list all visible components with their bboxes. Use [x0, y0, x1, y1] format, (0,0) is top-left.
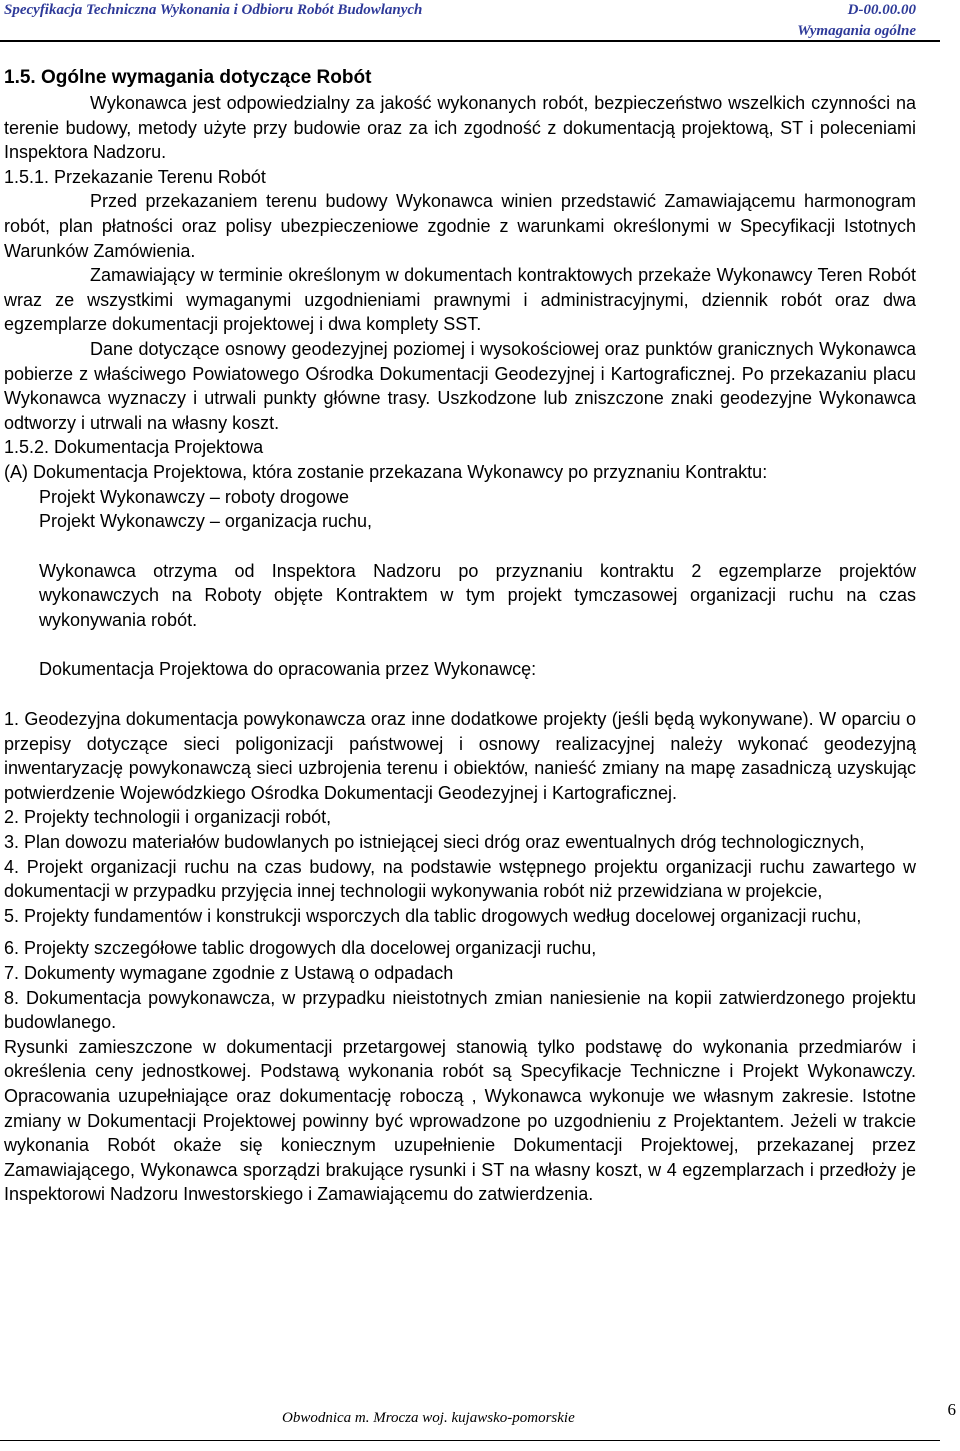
header-code: D-00.00.00 [847, 2, 916, 18]
project-item-traffic: Projekt Wykonawczy – organizacja ruchu, [39, 511, 372, 532]
page-number: 6 [947, 1400, 956, 1419]
header-right [797, 1, 916, 43]
list-item: 7. Dokumenty wymagane zgodnie z Ustawą o odpadach [4, 963, 454, 983]
list-item: 1. Geodezyjna dokumentacja powykonawcza oraz inne dodatkowe projekty (jeśli będą wykonywane). W oparciu o przepisy dotyczące sieci poligonizacji państwowej i osnowy realizacyjnej należy wykonać geodezyjną inwentaryzację powykonawczą sieci uzbrojenia terenu i obiektów, nanieść zmiany na mapę zasadniczą uzyskując potwierdzenie Wojewódzkiego Ośrodka Dokumentacji Geodezyjnej i Kartograficznej. [4, 709, 916, 803]
list-item: 8. Dokumentacja powykonawcza, w przypadku nieistotnych zmian naniesienie na kopii zatwierdzonego projektu budowlanego. [4, 987, 916, 1033]
section-heading-1-5-1: 1.5.1. Przekazanie Terenu Robót [4, 166, 266, 187]
footer-divider [0, 1440, 940, 1441]
paragraph-handover-site: Zamawiający w terminie określonym w dokumentach kontraktowych przekaże Wykonawcy Teren Robót wraz ze wszystkimi wymaganymi uzgodnieniami prawnymi i administracyjnymi, dziennik robót oraz dwa egzemplarze dokumentacji projektowej i dwa komplety SST. [4, 265, 916, 335]
paragraph-contractor-docs: Dokumentacja Projektowa do opracowania przez Wykonawcę: [39, 659, 537, 680]
list-item: 6. Projekty szczegółowe tablic drogowych dla docelowej organizacji ruchu, [4, 938, 597, 959]
paragraph-handover-schedule: Przed przekazaniem terenu budowy Wykonawca winien przedstawić Zamawiającemu harmonogram robót, plan płatności oraz polisy ubezpieczeniowe zgodnie z warunkami określonymi w Specyfikacji Istotnych Warunków Zamówienia. [4, 191, 916, 261]
paragraph-copies: Wykonawca otrzyma od Inspektora Nadzoru po przyznaniu kontraktu 2 egzemplarze projektów wykonawczych na Roboty objęte Kontraktem w tym projekt tymczasowej organizacji ruchu na czas wykonywania robót. [39, 560, 916, 630]
paragraph-drawings: Rysunki zamieszczone w dokumentacji przetargowej stanowią tylko podstawę do wykonania przedmiarów i określenia ceny jednostkowej. Podstawą wykonania robót są Specyfikacje Techniczne i Projekt Wykonawczy. Opracowania uzupełniające oraz dokumentację roboczą , Wykonawca wykonuje we własnym zakresie. Istotne zmiany w Dokumentacji Projektowej powinny być wprowadzone po uzgodnieniu z Projektantem. Jeżeli w trakcie wykonania Robót okaże się koniecznym uzupełnienie Dokumentacji Projektowej, przekazanej przez Zamawiającego, Wykonawca sporządzi brakujące rysunki i ST na własny koszt, w 4 egzemplarzach i przedłoży je Inspektorowi Nadzoru Inwestorskiego i Zamawiającemu do zatwierdzenia. [4, 1036, 916, 1205]
header-title: Specyfikacja Techniczna Wykonania i Odbioru Robót Budowlanych [4, 2, 423, 18]
section-heading-1-5: 1.5. Ogólne wymagania dotyczące Robót [4, 67, 372, 88]
list-item: 2. Projekty technologii i organizacji robót, [4, 807, 332, 828]
project-item-roads: Projekt Wykonawczy – roboty drogowe [39, 486, 349, 507]
header-divider [0, 40, 940, 42]
list-item: 3. Plan dowozu materiałów budowlanych po istniejącej sieci dróg oraz ewentualnych dróg technologicznych, [4, 832, 865, 853]
list-item: 5. Projekty fundamentów i konstrukcji wsporczych dla tablic drogowych według docelowej organizacji ruchu, [4, 905, 862, 926]
paragraph-design-docs: (A) Dokumentacja Projektowa, która zostanie przekazana Wykonawcy po przyznaniu Kontraktu: [4, 461, 768, 482]
header-section: Wymagania ogólne [797, 23, 916, 39]
paragraph-geodesy: Dane dotyczące osnowy geodezyjnej poziomej i wysokościowej oraz punktów granicznych Wykonawca pobierze z właściwego Powiatowego Ośrodka Dokumentacji Geodezyjnej i Kartograficznej. Po przekazaniu placu Wykonawca wyznaczy i utrwali punkty główne trasy. Uszkodzone lub zniszczone znaki geodezyjne Wykonawca odtworzy i utrwali na własny koszt. [4, 338, 916, 433]
list-item: 4. Projekt organizacji ruchu na czas budowy, na podstawie wstępnego projektu organizacji ruchu zawartego w dokumentacji w przypadku przyjęcia innej technologii wykonywania robót niż przewidziana w projekcie, [4, 856, 916, 902]
paragraph-intro: Wykonawca jest odpowiedzialny za jakość wykonanych robót, bezpieczeństwo wszelkich czynności na terenie budowy, metody użyte przy budowie oraz za ich zgodność z dokumentacją projektową, ST i poleceniami Inspektora Nadzoru. [4, 93, 916, 163]
document-body [4, 64, 916, 1207]
section-heading-1-5-2: 1.5.2. Dokumentacja Projektowa [4, 437, 264, 458]
footer-text: Obwodnica m. Mrocza woj. kujawsko-pomorskie [282, 1410, 575, 1426]
